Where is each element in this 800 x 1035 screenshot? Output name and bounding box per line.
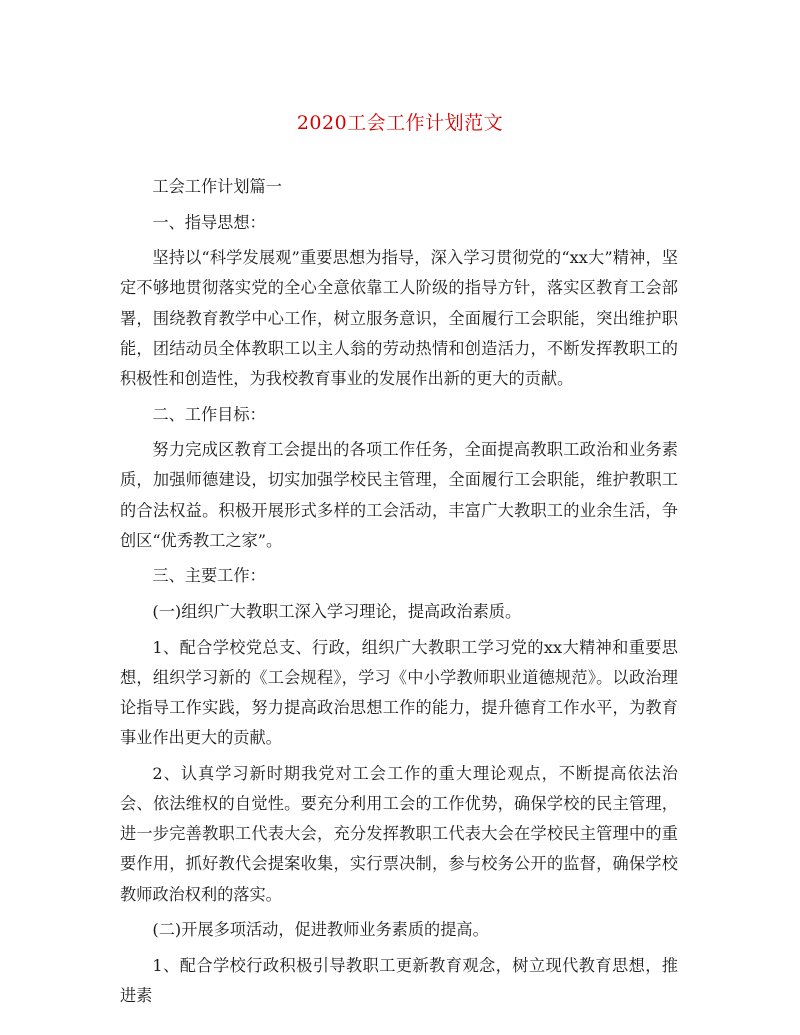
paragraph-guiding-thought: 坚持以“科学发展观”重要思想为指导，深入学习贯彻党的“xx大”精神，坚定不够地贯彻落实党的全心全意依靠工人阶级的指导方针，落实区教育工会部署，围绕教育教学中心工作，树立服务意识，全面履行工会职能，突出维护职能，团结动员全体教职工以主人翁的劳动热情和创造活力，不断发挥教职工的积极性和创造性，为我校教育事业的发展作出新的更大的贡献。 (120, 248, 678, 388)
section-heading-main-work: 三、主要工作： (152, 566, 266, 586)
document-title: 2020工会工作计划范文 (296, 112, 504, 134)
paragraph-item-1-activities: 1、配合学校行政积极引导教职工更新教育观念，树立现代教育思想，推进素 (120, 955, 678, 1005)
section-heading-work-goals: 二、工作目标： (152, 404, 266, 424)
paragraph-work-goals: 努力完成区教育工会提出的各项工作任务，全面提高教职工政治和业务素质，加强师德建设，切实加强学校民主管理，全面履行工会职能，维护教职工的合法权益。积极开展形式多样的工会活动，丰富广大教职工的业余生活，争创区“优秀教工之家”。 (120, 440, 678, 550)
subsection-heading-theory-study: (一)组织广大教职工深入学习理论，提高政治素质。 (152, 601, 522, 621)
section-heading-guiding-thought: 一、指导思想： (152, 212, 266, 232)
paragraph-item-2: 2、认真学习新时期我党对工会工作的重大理论观点，不断提高依法治会、依法维权的自觉性。要充分利用工会的工作优势，确保学校的民主管理，进一步完善教职工代表大会，充分发挥教职工代表大会在学校民主管理中的重要作用，抓好教代会提案收集，实行票决制，参与校务公开的监督，确保学校教师政治权利的落实。 (120, 763, 678, 904)
subsection-heading-activities: (二)开展多项活动，促进教师业务素质的提高。 (152, 920, 489, 940)
section-heading-plan-one: 工会工作计划篇一 (152, 177, 282, 196)
document-body (120, 172, 678, 1017)
paragraph-item-1: 1、配合学校党总支、行政，组织广大教职工学习党的xx大精神和重要思想，组织学习新的《工会规程》，学习《中小学教师职业道德规范》。以政治理论指导工作实践，努力提高政治思想工作的能力，提升德育工作水平，为教育事业作出更大的贡献。 (120, 637, 678, 748)
